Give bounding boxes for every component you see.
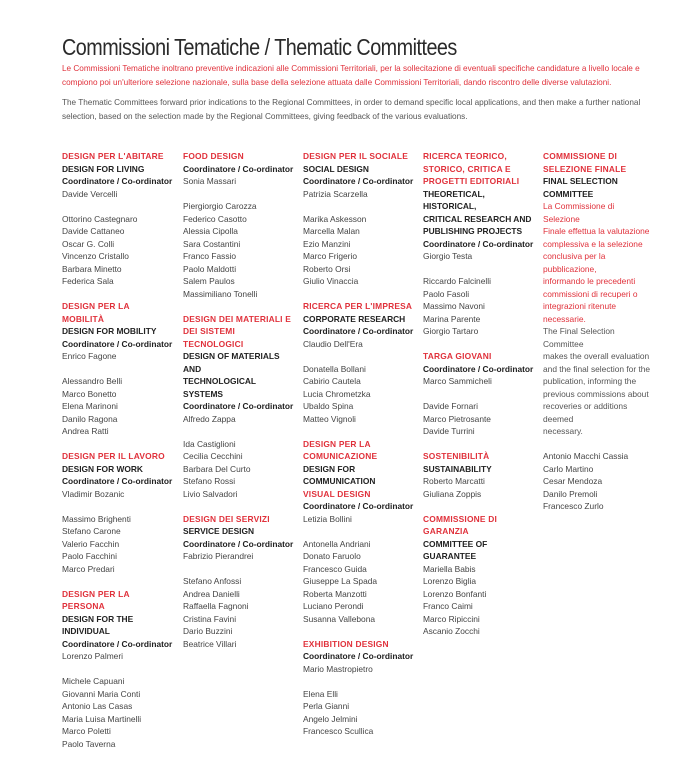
member-name: Piergiorgio Carozza xyxy=(183,201,257,211)
committee-title-it: DESIGN DEI SERVIZI xyxy=(183,513,270,524)
member-name: Federico Casotto xyxy=(183,213,247,224)
coordinator-role: Coordinatore / Co-ordinator xyxy=(423,238,534,249)
member-name: Paolo Maldotti xyxy=(183,263,237,274)
member-name: Raffaella Fagnoni xyxy=(183,601,249,611)
committee-title-it: COMMISSIONE DI xyxy=(543,151,617,161)
description-it-line: integrazioni ritenute necessarie. xyxy=(543,301,617,324)
coordinator-role: Coordinatore / Co-ordinator xyxy=(423,363,534,374)
member-name: Luciano Perondi xyxy=(303,601,364,611)
committee-title-en: COMMUNICATION xyxy=(303,476,376,486)
coordinator-name: Sonia Massari xyxy=(183,176,237,186)
coordinator-name: Claudio Dell'Era xyxy=(303,338,363,349)
committee-title-en: PUBLISHING PROJECTS xyxy=(423,226,523,236)
member-name: Ascanio Zocchi xyxy=(423,626,480,636)
member-name: Michele Capuani xyxy=(62,676,125,686)
committee-title-en: GUARANTEE xyxy=(423,551,477,561)
committee-title-en: CRITICAL RESEARCH AND xyxy=(423,213,532,224)
coordinator-role: Coordinatore / Co-ordinator xyxy=(62,476,173,486)
coordinator-role: Coordinatore / Co-ordinator xyxy=(303,501,414,511)
member-name: Vincenzo Cristallo xyxy=(62,251,129,261)
committee-section xyxy=(62,450,174,575)
member-name: Mariella Babis xyxy=(423,563,476,574)
committee-title-en: DESIGN FOR xyxy=(303,463,356,474)
committee-title-en: COMMITTEE xyxy=(543,188,594,199)
member-name: Donato Faruolo xyxy=(303,551,361,561)
coordinator-name: Alfredo Zappa xyxy=(183,413,236,424)
description-it-line: complessiva e la selezione xyxy=(543,238,643,249)
column-1 xyxy=(62,150,174,763)
member-name: Roberto Orsi xyxy=(303,263,351,274)
intro-italian: Le Commissioni Tematiche inoltrano preventive indicazioni alle Commissioni Territoriali, per la sollecitazione di eventuali specifiche candidature a livello locale e compiono poi un'ulteriore selezione nazionale, sulla base della selezione attuata dalle Commissioni Territoriali, dando riscontro delle diverse valutazioni. xyxy=(62,64,640,87)
member-name: Barbara Minetto xyxy=(62,263,122,274)
member-name: Dario Buzzini xyxy=(183,626,233,636)
coordinator-role: Coordinatore / Co-ordinator xyxy=(62,638,173,649)
member-name: Sara Costantini xyxy=(183,238,241,249)
member-name: Davide Cattaneo xyxy=(62,226,125,236)
committee-title-en: SERVICE DESIGN xyxy=(183,526,255,536)
coordinator-role: Coordinatore / Co-ordinator xyxy=(62,176,173,186)
committee-title-it: TARGA GIOVANI xyxy=(423,351,492,361)
member-name: Ida Castiglioni xyxy=(183,438,236,449)
committee-title-it: COMUNICAZIONE xyxy=(303,451,378,461)
committee-title-en: TECHNOLOGICAL SYSTEMS xyxy=(183,376,256,399)
committee-title-it: RICERCA TEORICO, xyxy=(423,151,507,161)
committee-section xyxy=(62,300,174,438)
coordinator-role: Coordinatore / Co-ordinator xyxy=(303,176,414,186)
member-name: Massimo Brighenti xyxy=(62,513,131,524)
committee-title-en: DESIGN FOR LIVING xyxy=(62,163,145,174)
member-name: Perla Gianni xyxy=(303,701,350,711)
member-name: Cabirio Cautela xyxy=(303,376,361,386)
committee-title-en: DESIGN FOR WORK xyxy=(62,463,143,474)
member-name: Marika Askesson xyxy=(303,213,367,224)
member-name: Oscar G. Colli xyxy=(62,238,115,249)
committee-title-it: EXHIBITION DESIGN xyxy=(303,638,389,649)
committee-title-it: DEI SISTEMI TECNOLOGICI xyxy=(183,326,244,349)
member-name: Giuliana Zoppis xyxy=(423,488,482,499)
committee-section xyxy=(303,438,415,626)
member-name: Giorgio Tartaro xyxy=(423,326,479,336)
member-name: Livio Salvadori xyxy=(183,488,238,499)
committee-section xyxy=(62,150,174,288)
column-2 xyxy=(183,150,295,663)
member-name: Massimo Navoni xyxy=(423,301,485,311)
page-title: Commissioni Tematiche / Thematic Committees xyxy=(62,34,457,60)
committee-title-it: GARANZIA xyxy=(423,526,469,536)
member-name: Angelo Jelmini xyxy=(303,713,358,724)
member-name: Maria Luisa Martinelli xyxy=(62,713,142,724)
member-name: Matteo Vignoli xyxy=(303,413,356,424)
member-name: Lorenzo Bonfanti xyxy=(423,588,487,599)
description-en-line: recoveries or additions deemed xyxy=(543,401,628,424)
coordinator-name: Patrizia Scarzella xyxy=(303,188,368,199)
column-4 xyxy=(423,150,535,650)
committee-title-it: SELEZIONE FINALE xyxy=(543,163,627,174)
coordinator-name: Letizia Bollini xyxy=(303,513,352,524)
member-name: Giovanni Maria Conti xyxy=(62,688,141,699)
member-name: Beatrice Villari xyxy=(183,638,237,649)
description-it-line: commissioni di recuperi o xyxy=(543,288,638,299)
description-it-line: informando le precedenti xyxy=(543,276,636,286)
coordinator-role: Coordinatore / Co-ordinator xyxy=(62,338,173,349)
column-5 xyxy=(543,150,653,525)
member-name: Barbara Del Curto xyxy=(183,463,251,474)
member-name: Cristina Favini xyxy=(183,613,237,624)
member-name: Marco Poletti xyxy=(62,726,111,736)
coordinator-role: Coordinatore / Co-ordinator xyxy=(183,401,294,411)
member-name: Cesar Mendoza xyxy=(543,476,603,486)
coordinator-name: Mario Mastropietro xyxy=(303,663,373,674)
committee-title-it: DESIGN PER LA xyxy=(303,438,371,449)
coordinator-name: Davide Vercelli xyxy=(62,188,118,199)
member-name: Elena Elli xyxy=(303,688,338,699)
committee-section xyxy=(423,350,535,438)
committee-section xyxy=(303,638,415,738)
member-name: Antonio Macchi Cassia xyxy=(543,451,629,461)
description-en-line: The Final Selection Committee xyxy=(543,326,615,349)
committee-section xyxy=(423,513,535,638)
coordinator-name: Vladimir Bozanic xyxy=(62,488,125,499)
member-name: Francesco Zurlo xyxy=(543,501,604,511)
committee-title-en: SUSTAINABILITY xyxy=(423,463,492,474)
member-name: Alessandro Belli xyxy=(62,376,123,386)
coordinator-role: Coordinatore / Co-ordinator xyxy=(183,538,294,549)
committee-section xyxy=(303,150,415,288)
description-en-line: necessary. xyxy=(543,426,583,436)
committee-section xyxy=(303,300,415,425)
coordinator-role: Coordinatore / Co-ordinator xyxy=(303,651,414,661)
member-name: Andrea Ratti xyxy=(62,426,109,436)
member-name: Marco Ripiccini xyxy=(423,613,480,624)
member-name: Elena Marinoni xyxy=(62,401,118,411)
committee-title-en: INDIVIDUAL xyxy=(62,626,110,636)
member-name: Susanna Vallebona xyxy=(303,613,376,624)
committee-title-en: DESIGN FOR THE xyxy=(62,613,134,624)
committee-title-it: STORICO, CRITICA E xyxy=(423,163,511,174)
committee-title-it: DESIGN PER IL LAVORO xyxy=(62,451,165,461)
member-name: Stefano Anfossi xyxy=(183,576,242,586)
description-en-line: previous commissions about xyxy=(543,388,649,399)
committee-title-en: COMMITTEE OF xyxy=(423,538,488,549)
description-it-line: conclusiva per la pubblicazione, xyxy=(543,251,606,274)
coordinator-name: Enrico Fagone xyxy=(62,351,117,361)
member-name: Paolo Fasoli xyxy=(423,288,470,299)
member-name: Marco Predari xyxy=(62,563,115,574)
member-name: Marina Parente xyxy=(423,313,481,324)
committee-section xyxy=(183,513,295,651)
committee-title-en: DESIGN FOR MOBILITY xyxy=(62,326,157,336)
committee-section xyxy=(183,150,295,300)
member-name: Francesco Scullica xyxy=(303,726,374,736)
committee-section xyxy=(423,450,535,500)
member-name: Paolo Facchini xyxy=(62,551,117,561)
description-en-line: makes the overall evaluation xyxy=(543,351,650,361)
member-name: Riccardo Falcinelli xyxy=(423,276,491,286)
coordinator-name: Lorenzo Palmeri xyxy=(62,651,123,661)
member-name: Cecilia Cecchini xyxy=(183,451,243,461)
member-name: Lucia Chrometzka xyxy=(303,388,371,399)
committee-title-it: COMMISSIONE DI xyxy=(423,513,497,524)
member-name: Giuseppe La Spada xyxy=(303,576,378,586)
committee-title-it: DESIGN DEI MATERIALI E xyxy=(183,313,292,324)
member-name: Roberto Marcatti xyxy=(423,476,485,486)
committee-section xyxy=(183,313,295,501)
committee-title-it: PROGETTI EDITORIALI xyxy=(423,176,520,186)
member-name: Francesco Guida xyxy=(303,563,367,574)
member-name: Valerio Facchin xyxy=(62,538,120,549)
committee-title-en: CORPORATE RESEARCH xyxy=(303,313,406,324)
member-name: Paolo Taverna xyxy=(62,738,116,749)
member-name: Stefano Rossi xyxy=(183,476,236,486)
committee-section xyxy=(543,150,653,513)
member-name: Marco Frigerio xyxy=(303,251,357,261)
coordinator-name: Marco Sammicheli xyxy=(423,376,492,386)
description-it-line: Finale effettua la valutazione xyxy=(543,226,650,236)
member-name: Danilo Premoli xyxy=(543,488,598,499)
committee-title-en: FINAL SELECTION xyxy=(543,176,618,186)
coordinator-name: Fabrizio Pierandrei xyxy=(183,551,254,561)
committee-title-it: DESIGN PER L'ABITARE xyxy=(62,151,164,161)
member-name: Ottorino Castegnaro xyxy=(62,213,138,224)
member-name: Carlo Martino xyxy=(543,463,594,474)
member-name: Stefano Carone xyxy=(62,526,121,536)
member-name: Salem Paulos xyxy=(183,276,235,286)
committee-title-it: DESIGN PER LA MOBILITÀ xyxy=(62,301,130,324)
member-name: Federica Sala xyxy=(62,276,114,286)
coordinator-role: Coordinatore / Co-ordinator xyxy=(303,326,414,336)
description-it-line: La Commissione di Selezione xyxy=(543,201,615,224)
committee-title-it: DESIGN PER IL SOCIALE xyxy=(303,151,409,161)
column-3 xyxy=(303,150,415,750)
member-name: Franco Fassio xyxy=(183,251,237,261)
member-name: Marcella Malan xyxy=(303,226,360,236)
committee-title-it: DESIGN PER LA PERSONA xyxy=(62,588,130,611)
coordinator-name: Giorgio Testa xyxy=(423,251,473,261)
description-en-line: and the final selection for the xyxy=(543,363,651,374)
member-name: Antonella Andriani xyxy=(303,538,371,549)
member-name: Andrea Danielli xyxy=(183,588,240,599)
member-name: Massimiliano Tonelli xyxy=(183,288,258,299)
committee-section xyxy=(423,150,535,338)
coordinator-role: Coordinatore / Co-ordinator xyxy=(183,163,294,174)
committee-title-it: SOSTENIBILITÀ xyxy=(423,451,490,461)
member-name: Franco Caimi xyxy=(423,601,473,611)
committee-title-it: FOOD DESIGN xyxy=(183,151,244,161)
member-name: Danilo Ragona xyxy=(62,413,118,424)
member-name: Marco Bonetto xyxy=(62,388,117,399)
member-name: Davide Turrini xyxy=(423,426,475,436)
committee-title-it: RICERCA PER L'IMPRESA xyxy=(303,301,413,311)
member-name: Donatella Bollani xyxy=(303,363,366,374)
member-name: Ezio Manzini xyxy=(303,238,351,249)
description-en-line: publication, informing the xyxy=(543,376,637,386)
member-name: Lorenzo Biglia xyxy=(423,576,477,586)
member-name: Marco Pietrosante xyxy=(423,413,491,424)
member-name: Alessia Cipolla xyxy=(183,226,238,236)
member-name: Antonio Las Casas xyxy=(62,701,133,711)
committee-section xyxy=(62,588,174,751)
member-name: Davide Fornari xyxy=(423,401,478,411)
member-name: Ubaldo Spina xyxy=(303,401,354,411)
member-name: Giulio Vinaccia xyxy=(303,276,359,286)
committee-title-en: THEORETICAL, HISTORICAL, xyxy=(423,188,485,211)
member-name: Roberta Manzotti xyxy=(303,588,367,599)
committee-subtitle: VISUAL DESIGN xyxy=(303,488,371,499)
committee-title-en: DESIGN OF MATERIALS AND xyxy=(183,351,280,374)
intro-english: The Thematic Committees forward prior indications to the Regional Committees, in order to demand specific local applications, and then make a further national selection, based on the selection made by the Regional Committees, giving feedback of the various evaluations. xyxy=(62,98,641,121)
committee-title-en: SOCIAL DESIGN xyxy=(303,163,369,174)
